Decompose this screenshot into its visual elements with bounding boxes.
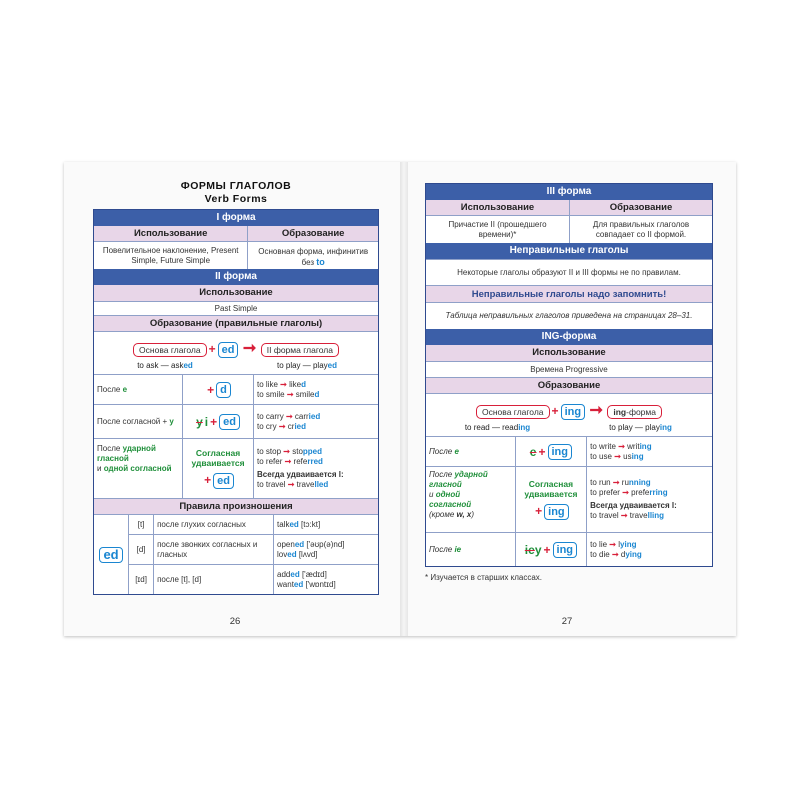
form3-form: Для правильных глаголов совпадает со II формой.: [569, 215, 712, 243]
page-subtitle: Verb Forms: [204, 193, 268, 205]
arrow-right-icon: ➞: [242, 340, 257, 357]
form1-row: [94, 241, 378, 269]
form1-form-to: to: [316, 257, 325, 267]
rule-row-y: [94, 404, 378, 438]
ing-formula: Основа глагола + ing ➞ ing-форма: [426, 393, 712, 423]
form3-header: III форма: [426, 184, 712, 200]
irregular-text: Некоторые глаголы образуют II и III формы не по правилам.: [426, 259, 712, 285]
ing-base-pill: Основа глагола: [476, 405, 550, 419]
form1-header: I форма: [94, 210, 378, 226]
ed-box: ed: [218, 342, 239, 358]
form1-form: [247, 241, 378, 269]
pron-table: [94, 514, 378, 594]
arrow-right-icon: ➞: [589, 402, 603, 419]
rule-double-condition: После ударной гласной и одной согласной: [94, 438, 182, 498]
memorize-header: Неправильные глаголы надо запомнить!: [426, 285, 712, 302]
rule-row-e: [94, 374, 378, 404]
rule-y-rule: y i + ed: [182, 404, 253, 438]
page-title: ФОРМЫ ГЛАГОЛОВ: [180, 180, 292, 192]
form3-col-use: Использование: [426, 200, 569, 215]
rule-e-condition: После e: [94, 374, 182, 404]
page-number-left: 26: [229, 616, 241, 627]
form1-use: Повелительное наклонение, Present Simple, Future Simple: [94, 241, 247, 269]
rule-e-examples: to like ➞ liked to smile ➞ smiled: [253, 374, 378, 404]
ing-rule-row-e: После e e + ing to write ➞ writing to use ➞ using: [426, 436, 712, 466]
ing-rule-row-ie: После ie ie y + ing to lie ➞ lying to die ➞ dying: [426, 532, 712, 566]
rule-double-examples: to stop ➞ stopped to refer ➞ referred Всегда удваивается l: to travel ➞ travelled: [253, 438, 378, 498]
form2-example-2: to play — played: [276, 361, 338, 370]
pron-row-d: [d] после звонких согласных и гласных opened ['əʊp(ə)nd] loved [lʌvd]: [128, 534, 378, 564]
verb-forms-table: [93, 209, 379, 595]
form3-col-form: Образование: [569, 200, 712, 215]
rule-double-rule: Согласная удваивается + ed: [182, 438, 253, 498]
rule-y-examples: to carry ➞ carried to cry ➞ cried: [253, 404, 378, 438]
footnote: * Изучается в старших классах.: [425, 573, 543, 582]
pron-row-t: [t] после глухих согласных talk ed [tɔ:kt]: [128, 514, 378, 534]
page-number-right: 27: [561, 616, 573, 627]
rule-row-double: [94, 438, 378, 498]
form2-examples: [94, 361, 378, 374]
irregular-header: Неправильные глаголы: [426, 243, 712, 259]
form1-col-form: Образование: [247, 226, 378, 241]
base-pill: Основа глагола: [133, 343, 207, 357]
pron-row-id: [ɪd] после [t], [d] added ['ædɪd] wanted ['wɒntɪd]: [128, 564, 378, 594]
plus-sign: +: [208, 342, 216, 356]
ing-examples: to read — reading to play — playing: [464, 423, 672, 432]
ing-use-header: Использование: [426, 345, 712, 361]
pron-header: Правила произношения: [94, 498, 378, 514]
book-gutter: [400, 162, 408, 636]
ing-result-pill: ing-форма: [607, 405, 662, 419]
right-page: [425, 183, 713, 582]
pron-rows: [128, 514, 378, 594]
form2-use-header: Использование: [94, 285, 378, 301]
ing-use-text: Времена Progressive: [426, 361, 712, 377]
form2-example-1: to ask — asked: [137, 361, 193, 370]
form3-use: Причастие II (прошедшего времени)*: [426, 215, 569, 243]
form1-form-text: Основная форма, инфинитив без: [258, 247, 369, 267]
form2-use-text: Past Simple: [94, 301, 378, 315]
form2-formula: [94, 331, 378, 361]
result-pill: II форма глагола: [261, 343, 339, 357]
form1-col-headers: [94, 226, 378, 241]
left-page: [93, 180, 379, 595]
rule-e-rule: + d: [182, 374, 253, 404]
ing-box: ing: [561, 404, 586, 420]
ing-form-header: Образование: [426, 377, 712, 393]
forms-table-right: [425, 183, 713, 567]
ing-rule-row-double: После ударной гласной и одной согласной (кроме w, x) Согласная удваивается + ing to run ➞ running to prefer ➞ preferring Всегда удваивается l: to travel ➞ travelling: [426, 466, 712, 532]
form2-form-header: Образование (правильные глаголы): [94, 315, 378, 331]
rule-y-condition: После согласной + y: [94, 404, 182, 438]
memorize-text: Таблица неправильных глаголов приведена на страницах 28–31.: [426, 302, 712, 329]
form1-col-use: Использование: [94, 226, 247, 241]
form2-header: II форма: [94, 269, 378, 285]
pron-ed-cell: ed: [94, 514, 128, 594]
ing-header: ING-форма: [426, 329, 712, 345]
